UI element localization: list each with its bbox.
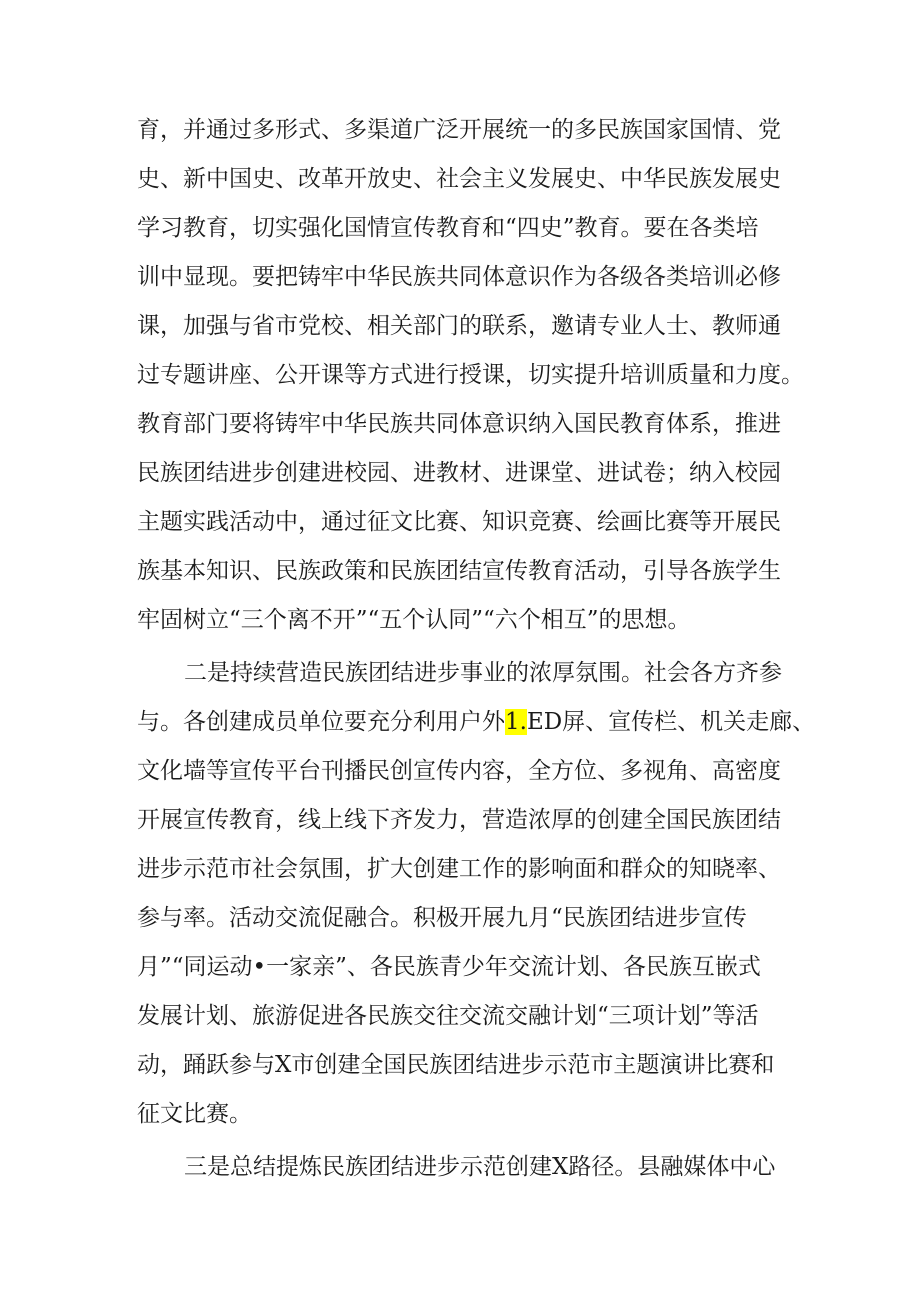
paragraph-line-17: 参与率。活动交流促融合。积极开展九月“民族团结进步宣传	[137, 905, 747, 931]
paragraph-line-10: 族基本知识、民族政策和民族团结宣传教育活动，引导各族学生	[137, 558, 781, 584]
highlighted-text: 1.	[505, 709, 527, 735]
paragraph-line-11: 牢固树立“三个离不开”“五个认同”“六个相互”的思想。	[137, 607, 691, 633]
paragraph-line-5: 课，加强与省市党校、相关部门的联系，邀请专业人士、教师通	[137, 313, 781, 339]
paragraph-line-20: 动，踊跃参与X市创建全国民族团结进步示范市主题演讲比赛和	[137, 1052, 775, 1078]
line-text-after-highlight: ED屏、宣传栏、机关走廊、	[526, 709, 816, 735]
paragraph-line-led	[137, 707, 815, 737]
paragraph-line-19: 发展计划、旅游促进各民族交往交流交融计划“三项计划”等活	[137, 1003, 759, 1029]
paragraph-line-1: 育，并通过多形式、多渠道广泛开展统一的多民族国家国情、党	[137, 117, 781, 143]
paragraph-line-4: 训中显现。要把铸牢中华民族共同体意识作为各级各类培训必修	[137, 264, 781, 290]
paragraph-3-first-line: 三是总结提炼民族团结进步示范创建X路径。县融媒体中心	[184, 1154, 776, 1180]
paragraph-line-15: 开展宣传教育，线上线下齐发力，营造浓厚的创建全国民族团结	[137, 807, 781, 833]
paragraph-line-21: 征文比赛。	[137, 1101, 252, 1127]
paragraph-line-7: 教育部门要将铸牢中华民族共同体意识纳入国民教育体系，推进	[137, 411, 781, 437]
paragraph-line-3: 学习教育，切实强化国情宣传教育和“四史”教育。要在各类培	[137, 215, 759, 241]
paragraph-line-9: 主题实践活动中，通过征文比赛、知识竞赛、绘画比赛等开展民	[137, 509, 781, 535]
line-text-before-highlight: 与。各创建成员单位要充分利用户外	[137, 709, 505, 735]
paragraph-line-2: 史、新中国史、改革开放史、社会主义发展史、中华民族发展史	[137, 166, 781, 192]
paragraph-line-8: 民族团结进步创建进校园、进教材、进课堂、进试卷；纳入校园	[137, 460, 781, 486]
paragraph-line-6: 过专题讲座、公开课等方式进行授课，切实提升培训质量和力度。	[137, 362, 804, 388]
paragraph-line-16: 进步示范市社会氛围，扩大创建工作的影响面和群众的知晓率、	[137, 856, 781, 882]
paragraph-line-14: 文化墙等宣传平台刊播民创宣传内容，全方位、多视角、高密度	[137, 758, 781, 784]
paragraph-2-first-line: 二是持续营造民族团结进步事业的浓厚氛围。社会各方齐参	[184, 660, 782, 686]
paragraph-line-18: 月”“同运动•一家亲”、各民族青少年交流计划、各民族互嵌式	[137, 954, 761, 980]
